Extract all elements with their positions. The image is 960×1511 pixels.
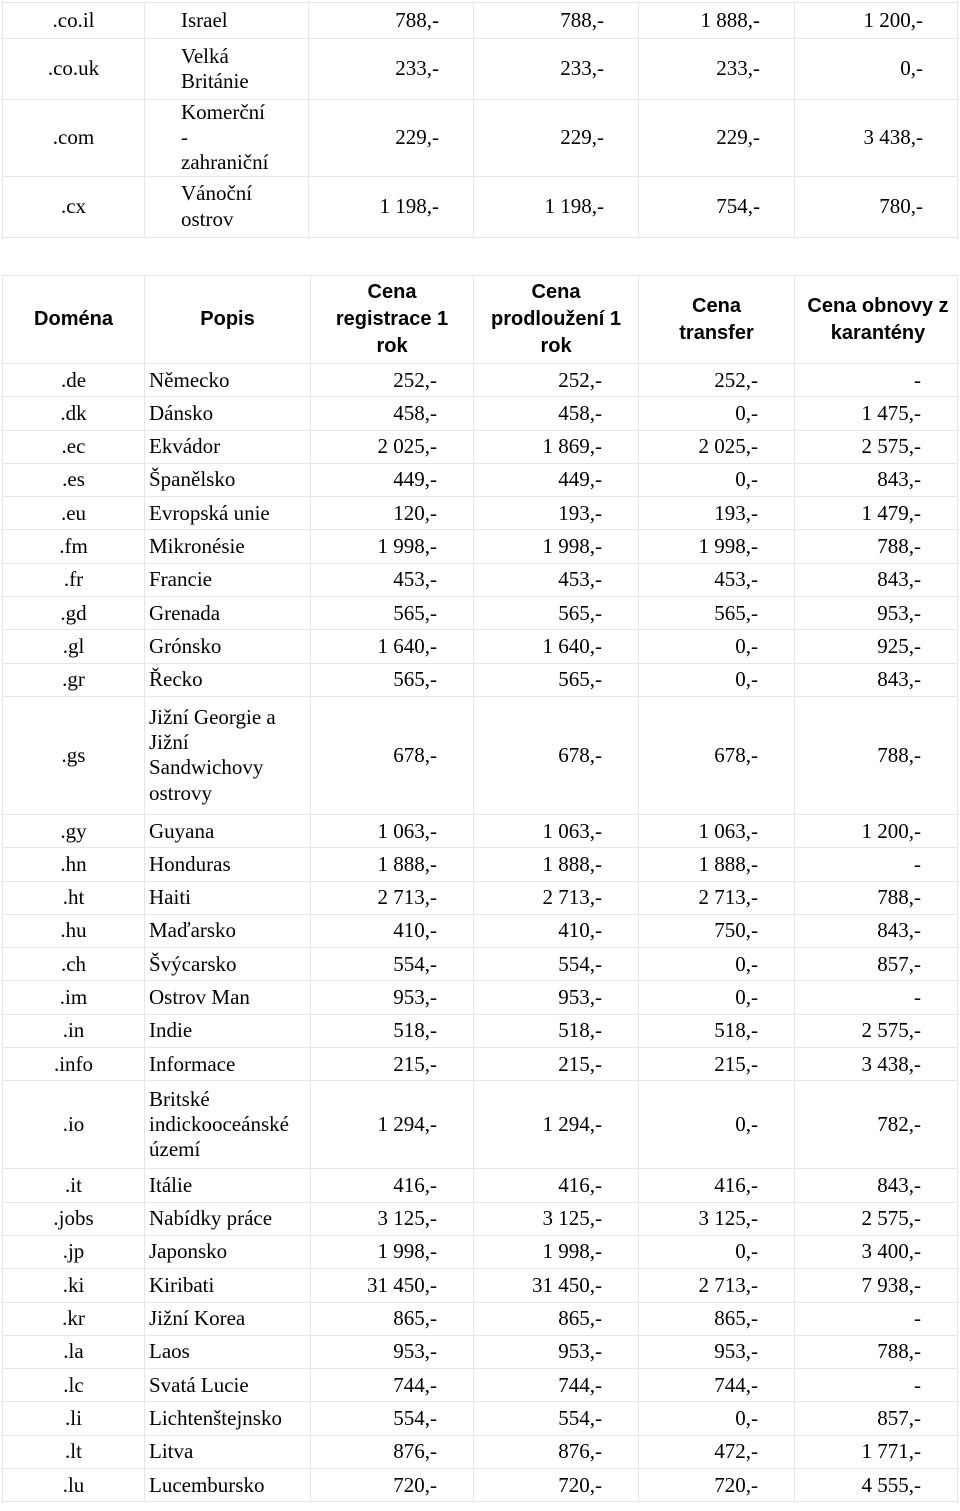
cell-description: Evropská unie <box>145 497 311 530</box>
cell-restore-price: 4 555,- <box>795 1469 958 1502</box>
table-row <box>3 1335 958 1368</box>
cell-domain: .jp <box>3 1235 145 1268</box>
cell-transfer-price: 193,- <box>639 497 795 530</box>
cell-transfer-price: 453,- <box>639 563 795 596</box>
cell-restore-price: 0,- <box>795 39 958 100</box>
cell-extension-price: 554,- <box>474 1402 639 1435</box>
cell-description: Haiti <box>145 881 311 914</box>
cell-restore-price: 788,- <box>795 1335 958 1368</box>
cell-extension-price: 1 888,- <box>474 848 639 881</box>
table-row <box>3 1081 958 1169</box>
cell-domain: .co.il <box>3 3 145 39</box>
cell-domain: .hn <box>3 848 145 881</box>
cell-restore-price: 788,- <box>795 881 958 914</box>
cell-restore-price: 780,- <box>795 176 958 237</box>
header-transfer-price: Cena transfer <box>639 276 795 364</box>
cell-restore-price: 843,- <box>795 463 958 496</box>
cell-extension-price: 1 998,- <box>474 530 639 563</box>
cell-transfer-price: 518,- <box>639 1014 795 1047</box>
cell-domain: .gs <box>3 696 145 814</box>
cell-transfer-price: 215,- <box>639 1048 795 1081</box>
cell-domain: .com <box>3 100 145 177</box>
cell-description: Velká Británie <box>145 39 309 100</box>
table-row <box>3 1302 958 1335</box>
cell-registration-price: 865,- <box>311 1302 474 1335</box>
cell-restore-price: 788,- <box>795 530 958 563</box>
cell-description: Lichtenštejnsko <box>145 1402 311 1435</box>
cell-restore-price: 843,- <box>795 663 958 696</box>
cell-registration-price: 410,- <box>311 914 474 947</box>
cell-domain: .ht <box>3 881 145 914</box>
cell-transfer-price: 2 713,- <box>639 881 795 914</box>
table-row <box>3 430 958 463</box>
cell-domain: .ki <box>3 1269 145 1302</box>
cell-transfer-price: 0,- <box>639 463 795 496</box>
cell-registration-price: 1 294,- <box>311 1081 474 1169</box>
cell-transfer-price: 1 888,- <box>639 3 795 39</box>
cell-restore-price: 3 438,- <box>795 100 958 177</box>
cell-registration-price: 876,- <box>311 1435 474 1468</box>
table-row <box>3 1014 958 1047</box>
table-row <box>3 914 958 947</box>
cell-transfer-price: 0,- <box>639 981 795 1014</box>
cell-registration-price: 449,- <box>311 463 474 496</box>
cell-extension-price: 3 125,- <box>474 1202 639 1235</box>
cell-domain: .la <box>3 1335 145 1368</box>
cell-domain: .dk <box>3 397 145 430</box>
cell-description: Grenada <box>145 597 311 630</box>
domain-price-table <box>2 275 958 1502</box>
cell-registration-price: 215,- <box>311 1048 474 1081</box>
cell-restore-price: 843,- <box>795 563 958 596</box>
cell-registration-price: 518,- <box>311 1014 474 1047</box>
cell-transfer-price: 744,- <box>639 1369 795 1402</box>
cell-registration-price: 458,- <box>311 397 474 430</box>
cell-extension-price: 458,- <box>474 397 639 430</box>
header-row <box>3 276 958 364</box>
cell-registration-price: 720,- <box>311 1469 474 1502</box>
cell-restore-price: 1 771,- <box>795 1435 958 1468</box>
cell-registration-price: 953,- <box>311 1335 474 1368</box>
table-row <box>3 176 958 237</box>
cell-description: Honduras <box>145 848 311 881</box>
cell-restore-price: 1 475,- <box>795 397 958 430</box>
cell-extension-price: 215,- <box>474 1048 639 1081</box>
cell-domain: .fm <box>3 530 145 563</box>
cell-description: Dánsko <box>145 397 311 430</box>
cell-description: Laos <box>145 1335 311 1368</box>
cell-domain: .fr <box>3 563 145 596</box>
table-row <box>3 881 958 914</box>
cell-registration-price: 788,- <box>309 3 474 39</box>
cell-restore-price: 1 200,- <box>795 814 958 847</box>
main-table-body <box>3 364 958 1502</box>
cell-extension-price: 1 063,- <box>474 814 639 847</box>
cell-domain: .de <box>3 364 145 397</box>
cell-registration-price: 565,- <box>311 597 474 630</box>
cell-transfer-price: 252,- <box>639 364 795 397</box>
header-extension-price: Cena prodloužení 1 rok <box>474 276 639 364</box>
cell-registration-price: 233,- <box>309 39 474 100</box>
cell-description: Indie <box>145 1014 311 1047</box>
cell-registration-price: 416,- <box>311 1169 474 1202</box>
cell-extension-price: 953,- <box>474 1335 639 1368</box>
top-table-body <box>3 3 958 238</box>
cell-description: Israel <box>145 3 309 39</box>
cell-restore-price: 3 438,- <box>795 1048 958 1081</box>
cell-restore-price: 843,- <box>795 914 958 947</box>
cell-description: Komerční - zahraniční <box>145 100 309 177</box>
cell-extension-price: 1 198,- <box>474 176 639 237</box>
cell-domain: .im <box>3 981 145 1014</box>
cell-domain: .gr <box>3 663 145 696</box>
table-row <box>3 397 958 430</box>
cell-registration-price: 453,- <box>311 563 474 596</box>
cell-domain: .lt <box>3 1435 145 1468</box>
cell-transfer-price: 472,- <box>639 1435 795 1468</box>
cell-restore-price: - <box>795 981 958 1014</box>
cell-extension-price: 229,- <box>474 100 639 177</box>
table-row <box>3 696 958 814</box>
cell-transfer-price: 720,- <box>639 1469 795 1502</box>
table-row <box>3 1369 958 1402</box>
cell-registration-price: 1 998,- <box>311 530 474 563</box>
cell-registration-price: 229,- <box>309 100 474 177</box>
cell-restore-price: 7 938,- <box>795 1269 958 1302</box>
cell-description: Informace <box>145 1048 311 1081</box>
cell-description: Jižní Korea <box>145 1302 311 1335</box>
cell-domain: .it <box>3 1169 145 1202</box>
table-row <box>3 848 958 881</box>
cell-registration-price: 252,- <box>311 364 474 397</box>
cell-description: Nabídky práce <box>145 1202 311 1235</box>
cell-domain: .jobs <box>3 1202 145 1235</box>
cell-extension-price: 678,- <box>474 696 639 814</box>
cell-restore-price: - <box>795 1369 958 1402</box>
cell-description: Guyana <box>145 814 311 847</box>
cell-registration-price: 554,- <box>311 948 474 981</box>
cell-transfer-price: 0,- <box>639 397 795 430</box>
cell-domain: .ch <box>3 948 145 981</box>
cell-registration-price: 565,- <box>311 663 474 696</box>
cell-domain: .in <box>3 1014 145 1047</box>
cell-extension-price: 788,- <box>474 3 639 39</box>
cell-extension-price: 1 640,- <box>474 630 639 663</box>
cell-extension-price: 453,- <box>474 563 639 596</box>
cell-transfer-price: 1 063,- <box>639 814 795 847</box>
cell-registration-price: 3 125,- <box>311 1202 474 1235</box>
cell-domain: .ec <box>3 430 145 463</box>
cell-domain: .co.uk <box>3 39 145 100</box>
cell-restore-price: 3 400,- <box>795 1235 958 1268</box>
cell-registration-price: 2 025,- <box>311 430 474 463</box>
cell-transfer-price: 0,- <box>639 630 795 663</box>
header-registration-price: Cena registrace 1 rok <box>311 276 474 364</box>
cell-transfer-price: 3 125,- <box>639 1202 795 1235</box>
cell-restore-price: - <box>795 364 958 397</box>
cell-transfer-price: 678,- <box>639 696 795 814</box>
cell-description: Lucembursko <box>145 1469 311 1502</box>
cell-domain: .lu <box>3 1469 145 1502</box>
cell-restore-price: - <box>795 1302 958 1335</box>
cell-domain: .gy <box>3 814 145 847</box>
cell-registration-price: 953,- <box>311 981 474 1014</box>
cell-registration-price: 31 450,- <box>311 1269 474 1302</box>
cell-registration-price: 120,- <box>311 497 474 530</box>
cell-description: Ostrov Man <box>145 981 311 1014</box>
table-row <box>3 530 958 563</box>
cell-description: Litva <box>145 1435 311 1468</box>
cell-description: Grónsko <box>145 630 311 663</box>
cell-registration-price: 554,- <box>311 1402 474 1435</box>
cell-transfer-price: 2 713,- <box>639 1269 795 1302</box>
table-row <box>3 563 958 596</box>
cell-restore-price: 782,- <box>795 1081 958 1169</box>
cell-transfer-price: 953,- <box>639 1335 795 1368</box>
cell-domain: .lc <box>3 1369 145 1402</box>
cell-domain: .gl <box>3 630 145 663</box>
cell-description: Svatá Lucie <box>145 1369 311 1402</box>
cell-extension-price: 565,- <box>474 663 639 696</box>
cell-extension-price: 252,- <box>474 364 639 397</box>
cell-registration-price: 2 713,- <box>311 881 474 914</box>
cell-restore-price: 857,- <box>795 948 958 981</box>
cell-domain: .cx <box>3 176 145 237</box>
top-price-table <box>2 2 958 238</box>
cell-registration-price: 1 998,- <box>311 1235 474 1268</box>
cell-extension-price: 1 869,- <box>474 430 639 463</box>
cell-domain: .es <box>3 463 145 496</box>
table-row <box>3 3 958 39</box>
cell-transfer-price: 754,- <box>639 176 795 237</box>
cell-extension-price: 2 713,- <box>474 881 639 914</box>
cell-transfer-price: 865,- <box>639 1302 795 1335</box>
cell-transfer-price: 1 888,- <box>639 848 795 881</box>
cell-registration-price: 1 063,- <box>311 814 474 847</box>
table-row <box>3 1169 958 1202</box>
table-row <box>3 1048 958 1081</box>
cell-registration-price: 1 888,- <box>311 848 474 881</box>
table-row <box>3 100 958 177</box>
table-row <box>3 1469 958 1502</box>
cell-registration-price: 678,- <box>311 696 474 814</box>
cell-extension-price: 865,- <box>474 1302 639 1335</box>
table-row <box>3 630 958 663</box>
cell-description: Britské indickooceánské území <box>145 1081 311 1169</box>
table-row <box>3 814 958 847</box>
cell-transfer-price: 416,- <box>639 1169 795 1202</box>
cell-extension-price: 31 450,- <box>474 1269 639 1302</box>
cell-extension-price: 410,- <box>474 914 639 947</box>
cell-description: Řecko <box>145 663 311 696</box>
cell-description: Ekvádor <box>145 430 311 463</box>
cell-transfer-price: 2 025,- <box>639 430 795 463</box>
table-row <box>3 1435 958 1468</box>
cell-domain: .hu <box>3 914 145 947</box>
cell-extension-price: 518,- <box>474 1014 639 1047</box>
cell-domain: .eu <box>3 497 145 530</box>
cell-transfer-price: 0,- <box>639 1081 795 1169</box>
cell-transfer-price: 0,- <box>639 1235 795 1268</box>
cell-extension-price: 554,- <box>474 948 639 981</box>
cell-description: Maďarsko <box>145 914 311 947</box>
cell-description: Španělsko <box>145 463 311 496</box>
cell-transfer-price: 565,- <box>639 597 795 630</box>
cell-restore-price: 2 575,- <box>795 1014 958 1047</box>
table-row <box>3 948 958 981</box>
cell-extension-price: 233,- <box>474 39 639 100</box>
cell-extension-price: 1 294,- <box>474 1081 639 1169</box>
cell-restore-price: 788,- <box>795 696 958 814</box>
cell-description: Vánoční ostrov <box>145 176 309 237</box>
cell-domain: .gd <box>3 597 145 630</box>
cell-description: Německo <box>145 364 311 397</box>
cell-description: Francie <box>145 563 311 596</box>
cell-restore-price: 2 575,- <box>795 1202 958 1235</box>
cell-restore-price: 857,- <box>795 1402 958 1435</box>
cell-description: Jižní Georgie a Jižní Sandwichovy ostrovy <box>145 696 311 814</box>
cell-extension-price: 565,- <box>474 597 639 630</box>
table-row <box>3 597 958 630</box>
cell-description: Itálie <box>145 1169 311 1202</box>
cell-transfer-price: 233,- <box>639 39 795 100</box>
header-description: Popis <box>145 276 311 364</box>
table-row <box>3 497 958 530</box>
cell-transfer-price: 750,- <box>639 914 795 947</box>
cell-restore-price: 843,- <box>795 1169 958 1202</box>
cell-registration-price: 1 640,- <box>311 630 474 663</box>
table-row <box>3 1402 958 1435</box>
cell-description: Japonsko <box>145 1235 311 1268</box>
table-row <box>3 1235 958 1268</box>
table-row <box>3 1202 958 1235</box>
header-restore-price: Cena obnovy z karantény <box>795 276 958 364</box>
cell-extension-price: 876,- <box>474 1435 639 1468</box>
cell-domain: .li <box>3 1402 145 1435</box>
cell-transfer-price: 0,- <box>639 948 795 981</box>
cell-restore-price: 1 200,- <box>795 3 958 39</box>
cell-domain: .info <box>3 1048 145 1081</box>
table-row <box>3 663 958 696</box>
cell-description: Švýcarsko <box>145 948 311 981</box>
cell-registration-price: 744,- <box>311 1369 474 1402</box>
cell-restore-price: 953,- <box>795 597 958 630</box>
table-row <box>3 981 958 1014</box>
cell-transfer-price: 0,- <box>639 663 795 696</box>
cell-domain: .kr <box>3 1302 145 1335</box>
table-row <box>3 463 958 496</box>
cell-extension-price: 720,- <box>474 1469 639 1502</box>
cell-transfer-price: 1 998,- <box>639 530 795 563</box>
table-row <box>3 364 958 397</box>
table-row <box>3 39 958 100</box>
cell-restore-price: - <box>795 848 958 881</box>
cell-restore-price: 2 575,- <box>795 430 958 463</box>
cell-extension-price: 953,- <box>474 981 639 1014</box>
cell-registration-price: 1 198,- <box>309 176 474 237</box>
cell-transfer-price: 0,- <box>639 1402 795 1435</box>
cell-domain: .io <box>3 1081 145 1169</box>
cell-extension-price: 744,- <box>474 1369 639 1402</box>
header-domain: Doména <box>3 276 145 364</box>
cell-description: Mikronésie <box>145 530 311 563</box>
cell-extension-price: 1 998,- <box>474 1235 639 1268</box>
table-row <box>3 1269 958 1302</box>
cell-restore-price: 1 479,- <box>795 497 958 530</box>
cell-extension-price: 193,- <box>474 497 639 530</box>
cell-transfer-price: 229,- <box>639 100 795 177</box>
cell-restore-price: 925,- <box>795 630 958 663</box>
cell-extension-price: 416,- <box>474 1169 639 1202</box>
cell-description: Kiribati <box>145 1269 311 1302</box>
cell-extension-price: 449,- <box>474 463 639 496</box>
